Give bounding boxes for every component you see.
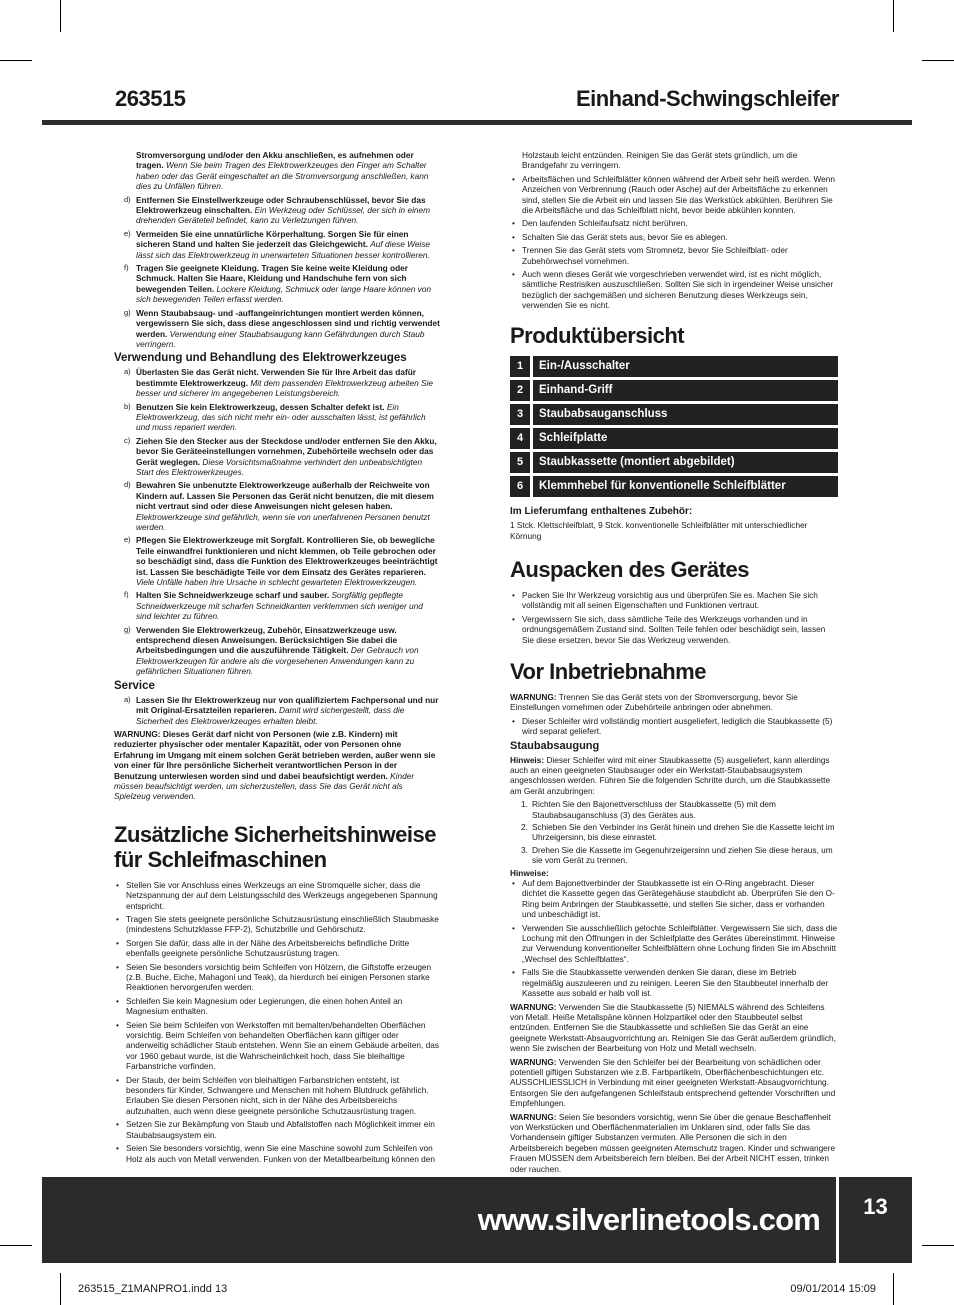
slug-date: 09/01/2014 15:09 — [790, 1283, 876, 1295]
header-rule — [42, 120, 912, 125]
warning-label: WARNUNG: — [510, 1001, 557, 1012]
overview-row — [510, 404, 838, 425]
list-item — [114, 436, 440, 478]
setup-title: Vor Inbetriebnahme — [510, 658, 706, 684]
warning-paragraph — [510, 1057, 838, 1109]
warning-label: WARNUNG: — [510, 691, 557, 702]
overview-row — [510, 428, 838, 449]
list-item: • Seien Sie besonders vorsichtig, wenn Sie eine Maschine sowohl zum Schleifen von Holz als auch von Metall verwenden. Funken von der Metallbearbeitung können den — [114, 1143, 440, 1164]
overview-label: Schleifplatte — [533, 428, 838, 449]
crop-mark — [922, 1245, 954, 1246]
crop-mark — [893, 1273, 894, 1305]
list-item: • Seien Sie besonders vorsichtig beim Schleifen von Hölzern, die Giftstoffe erzeugen (z.B. Buche, Eiche, Mahagoni und Teak), da hierdurch bei einigen Personen starke Reaktionen hervorgerufen werden. — [114, 962, 440, 993]
item-letter: g) — [124, 307, 131, 317]
crop-mark — [0, 60, 32, 61]
overview-number: 5 — [510, 452, 530, 473]
accessories-text: 1 Stck. Klettschleifblatt, 9 Stck. konventionelle Schleifblätter mit unterschiedlicher Körnung — [510, 520, 808, 541]
item-italic: Verwendung einer Staubabsaugung kann Gefährdungen durch Staub verringern. — [136, 328, 425, 349]
warning-text: Trennen Sie das Gerät stets von der Stromversorgung, bevor Sie Einstellungen vornehmen oder Zubehörteile anbringen oder abnehmen. — [510, 691, 798, 713]
safety-list-2 — [114, 367, 440, 676]
page-number: 13 — [863, 1194, 888, 1219]
warning-bold: WARNUNG: Dieses Gerät darf nicht von Personen (wie z.B. Kindern) mit reduzierter physischer oder mentaler Kapazität, oder von Personen ohne Erfahrung im Umgang mit einem solchen Gerät betrieben werden, außer wenn sie von einer für Ihre persönliche Sicherheit verantwortlichen Person in der Benutzung unterwiesen worden sind und dabei beaufsichtigt werden. — [114, 728, 436, 781]
item-bold: Halten Sie Schneidwerkzeuge scharf und sauber. — [136, 590, 330, 601]
list-item — [114, 402, 440, 433]
setup-warning — [510, 692, 838, 713]
item-bold: Lassen Sie Ihr Elektrowerkzeug nur von qualifiziertem Fachpersonal und nur mit Original-Ersatzteilen reparieren. — [136, 694, 439, 716]
section-title — [114, 822, 440, 872]
item-italic: Elektrowerkzeuge sind gefährlich, wenn sie von unerfahrenen Personen benutzt werden. — [136, 511, 430, 532]
warning-label: WARNUNG: — [510, 1111, 557, 1122]
overview-number: 1 — [510, 356, 530, 377]
unpack-list — [510, 590, 838, 645]
list-item: • Schleifen Sie kein Magnesium oder Legierungen, die einen hohen Anteil an Magnesium enthalten. — [114, 996, 440, 1017]
website-url: www.silverlinetools.com — [477, 1202, 820, 1237]
list-item: • Trennen Sie das Gerät stets vom Stromnetz, bevor Sie Schleifblatt- oder Zubehörwechsel vornehmen. — [510, 245, 838, 266]
overview-title: Produktübersicht — [510, 322, 685, 348]
overview-label: Staubkassette (montiert abgebildet) — [533, 452, 838, 473]
list-item — [114, 695, 440, 726]
steps-list — [510, 799, 838, 865]
step-number: 2. — [521, 822, 528, 832]
hint-text: Dieser Schleifer wird mit einer Staubkassette (5) ausgeliefert, kann allerdings auch an einen geeigneten Staubsauger oder ein Werkstatt-Staubabsaugsystem angeschlossen werden. Führen Sie die folgenden Schritte durch, um die Staubkassette am Gerät anzubringen: — [510, 754, 831, 796]
section-title-line: Zusätzliche Sicherheitshinweise — [114, 821, 436, 847]
list-item: • Verwenden Sie ausschließlich gelochte Schleifblätter. Vergewissern Sie sich, dass die Lochung mit den Öffnungen in der Schleifplatte des Gerätes übereinstimmt. Hinweise zur Verwendung konventioneller Schleifblättern ohne Lochung finden Sie im Abschnitt „Wechsel des Schleifblattes“. — [510, 923, 838, 965]
item-bold: Pflegen Sie Elektrowerkzeuge mit Sorgfalt. Kontrollieren Sie, ob bewegliche Teile einwandfrei funktionieren und nicht klemmen, ob Teile gebrochen oder so beschädigt sind, dass die Funktion des Elektrowerkzeuges beeinträchtigt ist. Lassen Sie beschädigte Teile vor dem Einsatz des Gerätes reparieren. — [136, 535, 438, 577]
item-letter: f) — [124, 263, 129, 273]
item-italic: Viele Unfälle haben ihre Ursache in schlecht gewarteten Elektrowerkzeugen. — [136, 577, 418, 588]
product-overview-table — [510, 356, 838, 497]
safety-list-3 — [114, 695, 440, 726]
warning-text: Seien Sie besonders vorsichtig, wenn Sie über die genaue Beschaffenheit von Werkstücken und Oberflächenmaterialien im Unklaren sind, oder falls Sie das Vorhandensein giftiger Substanzen vermuten. Alle Personen die sich in den Arbeitsbereich begeben müssen geeigneten Atemschutz tragen. Kinder und schwangere Frauen MÜSSEN dem Arbeitsbereich fern bleiben. Bei der Arbeit NICHT essen, trinken oder rauchen. — [510, 1111, 836, 1174]
item-italic: Mit dem passenden Elektrowerkzeug arbeiten Sie besser und sicherer im angegebenen Leistungsbereich. — [136, 377, 433, 399]
item-letter: c) — [124, 435, 131, 445]
dust-title: Staubabsaugung — [510, 739, 600, 752]
safety-bullets — [510, 174, 838, 311]
list-item: • Dieser Schleifer wird vollständig montiert ausgeliefert, lediglich die Staubkassette (5) wird separat geliefert. — [510, 716, 838, 737]
overview-row — [510, 476, 838, 497]
warning-paragraph — [510, 1002, 838, 1054]
page-title: Einhand-Schwingschleifer — [575, 86, 839, 111]
item-letter: d) — [124, 480, 131, 490]
item-bold: Vermeiden Sie eine unnatürliche Körperhaltung. Sorgen Sie für einen sicheren Stand und halten Sie jederzeit das Gleichgewicht. — [136, 228, 409, 250]
product-code: 263515 — [115, 86, 186, 111]
item-letter: g) — [124, 624, 131, 634]
overview-label: Einhand-Griff — [533, 380, 838, 401]
list-item: • Arbeitsflächen und Schleifblätter können während der Arbeit sehr heiß werden. Wenn Anzeichen von Verbrennung (Rauch oder Asche) auf der Arbeitsfläche zu erkennen sind, stellen Sie die Arbeit ein und lassen Sie das Werkstück abkühlen. Berühren Sie die Arbeitsfläche und das Schleifblatt nicht, bevor beide abkühlen konnten. — [510, 174, 838, 216]
item-letter: e) — [124, 535, 131, 545]
item-bold: Ziehen Sie den Stecker aus der Steckdose und/oder entfernen Sie den Akku, bevor Sie Geräteeinstellungen vornehmen, Zubehörteile wechseln oder das Gerät weglegen. — [136, 435, 437, 467]
item-bold: Überlasten Sie das Gerät nicht. Verwenden Sie für Ihre Arbeit das dafür bestimmte Elektrowerkzeug. — [136, 367, 417, 388]
crop-mark — [60, 0, 61, 32]
list-item — [114, 625, 440, 677]
crop-mark — [922, 60, 954, 61]
item-italic: Ein Elektrowerkzeug, das sich nicht mehr ein- oder ausschalten lässt, ist gefährlich und muss repariert werden. — [136, 401, 426, 433]
item-bold: Entfernen Sie Einstellwerkzeuge oder Schraubenschlüssel, bevor Sie das Elektrowerkzeug einschalten. — [136, 194, 426, 216]
hint-label: Hinweis: — [510, 754, 545, 765]
item-letter: d) — [124, 194, 131, 204]
list-item: • Den laufenden Schleifaufsatz nicht berühren. — [510, 218, 838, 228]
overview-number: 6 — [510, 476, 530, 497]
list-item — [114, 195, 440, 226]
accessories-title: Im Lieferumfang enthaltenes Zubehör: — [510, 505, 693, 517]
list-item: • Falls Sie die Staubkassette verwenden denken Sie daran, diese im Betrieb regelmäßig auszuleeren und zu reinigen. Leeren Sie den Staubbeutel innerhalb der Kassette aus sobald er halb voll ist. — [510, 967, 838, 998]
list-item: • Seien Sie beim Schleifen von Werkstoffen mit bemalten/behandelten Oberflächen vorsichtig. Beim Schleifen von behandelten Oberflächen kann giftiger oder anderweitig schädlicher Staub entstehen. Wenn Sie an einem Gebäude arbeiten, das vor 1960 gebaut wurde, ist die Wahrscheinlichkeit hoch, dass Sie bleihaltige Farbanstriche vorfinden. — [114, 1020, 440, 1072]
overview-number: 3 — [510, 404, 530, 425]
list-item: • Auch wenn dieses Gerät wie vorgeschrieben verwendet wird, ist es nicht möglich, sämtliche Restrisiken auszuschließen. Sollten Sie sich in irgendeiner Weise unsicher bezüglich der sachgemäßen und sicheren Benutzung dieses Werkzeugs sein, verwenden Sie es nicht. — [510, 269, 838, 311]
warning-italic: Kinder müssen beaufsichtigt werden, um sicherzustellen, dass Sie das Gerät nicht als Spielzeug verwenden. — [114, 770, 415, 802]
list-item: • Stellen Sie vor Anschluss eines Werkzeugs an eine Stromquelle sicher, dass die Netzspannung der auf dem Leistungsschild des Werkzeugs angegebenen Spannung entspricht. — [114, 880, 440, 911]
notes-list — [510, 878, 838, 998]
item-bold: Wenn Staubabsaug- und -auffangeinrichtungen montiert werden können, vergewissern Sie sich, dass diese angeschlossen sind und richtig verwendet werden. — [136, 307, 440, 339]
overview-row — [510, 356, 838, 377]
overview-label: Klemmhebel für konventionelle Schleifblätter — [533, 476, 838, 497]
step-text: Richten Sie den Bajonettverschluss der Staubkassette (5) mit dem Staubabsauganschluss (3) des Gerätes aus. — [532, 799, 776, 820]
item-bold: Benutzen Sie kein Elektrowerkzeug, dessen Schalter defekt ist. — [136, 401, 385, 412]
safety-list-1 — [114, 195, 440, 350]
list-item: • Tragen Sie stets geeignete persönliche Schutzausrüstung einschließlich Staubmaske (mindestens Schutzklasse FFP-2), Schutzbrille und Gehörschutz. — [114, 914, 440, 935]
step-number: 3. — [521, 844, 528, 855]
step-number: 1. — [521, 799, 528, 810]
dust-hint — [510, 755, 838, 797]
list-item — [114, 535, 440, 587]
unpack-title: Auspacken des Gerätes — [510, 556, 749, 582]
list-item: • Schalten Sie das Gerät stets aus, bevor Sie es ablegen. — [510, 232, 838, 242]
item-bold: Verwenden Sie Elektrowerkzeug, Zubehör, Einsatzwerkzeuge usw. entsprechend diesen Anweisungen. Berücksichtigen Sie dabei die Arbeitsbedingungen und die auszuführende Tätigkeit. — [136, 624, 398, 656]
step-item — [510, 822, 838, 843]
item-italic: Der Gebrauch von Elektrowerkzeugen für andere als die vorgesehenen Anwendungen kann zu gefährlichen Situationen führen. — [136, 645, 419, 677]
overview-label: Ein-/Ausschalter — [533, 356, 838, 377]
warning-paragraph — [114, 729, 440, 802]
step-text: Schieben Sie den Verbinder ins Gerät hinein und drehen Sie die Kassette leicht im Uhrzeigersinn, bis diese einrastet. — [532, 822, 835, 843]
slug-file: 263515_Z1MANPRO1.indd 13 — [78, 1283, 228, 1295]
overview-number: 2 — [510, 380, 530, 401]
item-italic: Wenn Sie beim Tragen des Elektrowerkzeuges den Finger am Schalter haben oder das Gerät eingeschaltet an die Stromversorgung anschließen, kann dies zu Unfällen führen. — [136, 160, 429, 192]
list-item: • Der Staub, der beim Schleifen von bleihaltigen Farbanstrichen entsteht, ist besonders für Kinder, Schwangere und Menschen mit hohem Blutdruck gefährlich. Erlauben Sie diesen Personen nicht, sich in der Nähe des Arbeitsbereichs aufzuhalten, auch wenn diese geeignete persönliche Schutzausrüstung tragen. — [114, 1075, 440, 1117]
item-italic: Auf diese Weise lässt sich das Elektrowerkzeug in unerwarteten Situationen besser kontrollieren. — [136, 239, 431, 260]
list-item: • Packen Sie Ihr Werkzeug vorsichtig aus und überprüfen Sie es. Machen Sie sich vollständig mit all seinen Eigenschaften und Funktionen vertraut. — [510, 590, 838, 611]
list-item — [114, 308, 440, 350]
step-item — [510, 799, 838, 820]
warning-paragraph — [510, 1112, 838, 1174]
crop-mark — [893, 0, 894, 32]
item-bold: Bewahren Sie unbenutzte Elektrowerkzeuge außerhalb der Reichweite von Kindern auf. Lassen Sie Personen das Gerät nicht benutzen, die mit diesem nicht vertraut sind oder diese Anweisungen nicht gelesen haben. — [136, 480, 434, 512]
list-item: • Vergewissern Sie sich, dass sämtliche Teile des Werkzeugs vorhanden und in ordnungsgemäßem Zustand sind. Sollten Teile fehlen oder beschädigt sein, lassen Sie diese ersetzen, bevor Sie das Werkzeug verwenden. — [510, 614, 838, 645]
left-column — [114, 150, 440, 1167]
item-italic: Ein Werkzeug oder Schlüssel, der sich in einem drehenden Geräteteil befindet, kann zu Verletzungen führen. — [136, 205, 431, 226]
warnings-list — [510, 1002, 838, 1175]
item-letter: a) — [124, 367, 131, 377]
item-italic: Diese Vorsichtsmaßnahme verhindert den unbeabsichtigten Start des Elektrowerkzeuges. — [136, 456, 423, 477]
item-letter: e) — [124, 228, 131, 238]
warning-label: WARNUNG: — [510, 1056, 557, 1067]
item-letter: b) — [124, 401, 131, 411]
warning-text: Verwenden Sie den Schleifer bei der Bearbeitung von schädlichen oder potentiell giftigen Substanzen wie z.B. Farbpartikeln, Oberflächenbeschichtungen etc. AUSSCHLIESSLICH in Verbindung mit einer geeigneten Werkstatt-Absaugvorrichtung. Entsorgen Sie den aufgefangenen Schleifstaub entsprechend geltender Vorschriften und Empfehlungen. — [510, 1056, 836, 1109]
overview-row — [510, 380, 838, 401]
item-italic: Lockere Kleidung, Schmuck oder lange Haare können von sich bewegenden Teilen erfasst werden. — [136, 283, 432, 305]
section-title-line: für Schleifmaschinen — [114, 846, 327, 872]
crop-mark — [60, 1273, 61, 1305]
list-item: • Auf dem Bajonettverbinder der Staubkassette ist ein O-Ring angebracht. Dieser dichtet die Kassette gegen das Gerätegehäuse staubdicht ab. Überprüfen Sie den O-Ring beim Anbringen der Staubkassette, und stellen Sie sicher, dass er vorhanden und unbeschädigt ist. — [510, 878, 838, 920]
list-item — [114, 263, 440, 305]
grinder-safety-list — [114, 880, 440, 1164]
crop-mark — [0, 1245, 32, 1246]
item-italic: Sorgfältig gepflegte Schneidwerkzeuge mit scharfen Schneidkanten verklemmen sich weniger und sind leichter zu führen. — [136, 590, 423, 622]
right-column — [510, 150, 838, 1177]
step-text: Drehen Sie die Kassette im Gegenuhrzeigersinn und ziehen Sie diese heraus, um sie vom Gerät zu trennen. — [532, 844, 833, 866]
item-letter: a) — [124, 694, 131, 704]
step-item — [510, 845, 838, 866]
section-heading: Service — [114, 679, 155, 692]
item-bold: Tragen Sie geeignete Kleidung. Tragen Sie keine weite Kleidung oder Schmuck. Halten Sie Haare, Kleidung und Handschuhe fern von sich bewegenden Teilen. — [136, 263, 409, 294]
list-item — [114, 367, 440, 398]
overview-number: 4 — [510, 428, 530, 449]
list-item — [114, 590, 440, 621]
list-item — [114, 229, 440, 260]
notes-title: Hinweise: — [510, 867, 549, 878]
item-letter: f) — [124, 590, 129, 600]
warning-text: Verwenden Sie die Staubkassette (5) NIEMALS während des Schleifens von Metall. Heiße Metallspäne können Holzpartikel oder den Staubbeutel selbst entzünden. Entfernen Sie die Staubkassette und schließen Sie das Gerät an eine geeignete Werkstatt-Absaugvorrichtung an. Reinigen Sie das Gerät außerdem gründlich, wenn Sie zwischen der Bearbeitung von Holz und Metall wechseln. — [510, 1001, 836, 1054]
list-item: • Sorgen Sie dafür, dass alle in der Nähe des Arbeitsbereichs befindliche Dritte ebenfalls geeignete persönliche Schutzausrüstung tragen. — [114, 938, 440, 959]
item-bold: Stromversorgung und/oder den Akku anschließen, es aufnehmen oder tragen. — [136, 150, 414, 171]
item-italic: Damit wird sichergestellt, dass die Sicherheit des Elektrowerkzeuges erhalten bleibt. — [136, 705, 405, 726]
list-item — [114, 480, 440, 532]
section-heading: Verwendung und Behandlung des Elektrowerkzeuges — [114, 352, 407, 365]
list-item: • Setzen Sie zur Bekämpfung von Staub und Abfallstoffen nach Möglichkeit immer ein Staubabsaugsystem ein. — [114, 1119, 440, 1140]
list-item — [114, 150, 440, 192]
continued-text: Holzstaub leicht entzünden. Reinigen Sie das Gerät stets gründlich, um die Brandgefahr zu verringern. — [522, 150, 798, 171]
overview-row — [510, 452, 838, 473]
overview-label: Staubabsauganschluss — [533, 404, 838, 425]
